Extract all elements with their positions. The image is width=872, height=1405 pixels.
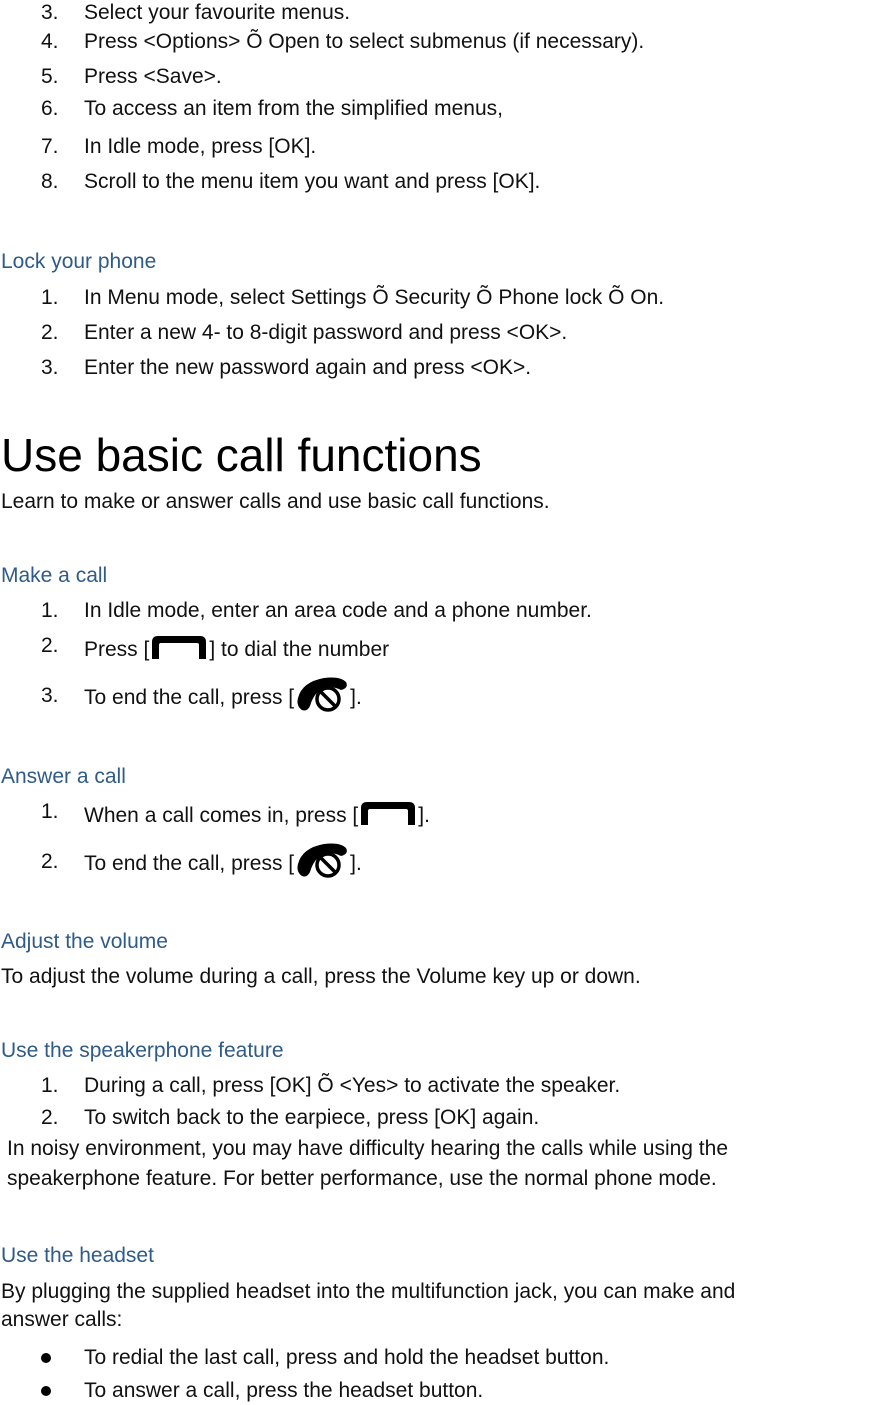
list-item: [84, 633, 389, 668]
list-item-text: ].: [350, 852, 362, 876]
note-line: speakerphone feature. For better performance, use the normal phone mode.: [7, 1167, 717, 1190]
list-number: 2.: [41, 850, 59, 873]
list-item: Select your favourite menus.: [84, 1, 351, 24]
list-number: 6.: [41, 97, 59, 120]
section-heading-lock: Lock your phone: [1, 250, 157, 273]
list-item-text: ].: [418, 804, 430, 828]
list-number: 1.: [41, 286, 59, 309]
page-title: Use basic call functions: [1, 429, 482, 481]
list-item: Enter the new password again and press <OK>.: [84, 356, 532, 379]
list-number: 7.: [41, 135, 59, 158]
list-number: 8.: [41, 170, 59, 193]
list-item-text: Press [: [84, 638, 150, 662]
list-number: 3.: [41, 1, 59, 24]
note-line: In noisy environment, you may have difficulty hearing the calls while using the: [7, 1137, 729, 1160]
section-heading-answer-call: Answer a call: [1, 765, 126, 788]
paragraph: By plugging the supplied headset into the multifunction jack, you can make and: [1, 1280, 736, 1303]
list-item-text: To end the call, press [: [84, 852, 295, 876]
list-item: [84, 799, 430, 834]
list-item-text: ] to dial the number: [209, 638, 390, 662]
bullet-icon: [41, 1386, 51, 1396]
list-number: 3.: [41, 356, 59, 379]
dial-key-icon: [149, 633, 209, 668]
paragraph: answer calls:: [1, 1308, 123, 1331]
list-item: Scroll to the menu item you want and press [OK].: [84, 170, 541, 193]
section-intro: Learn to make or answer calls and use basic call functions.: [1, 490, 550, 513]
dial-key-icon: [358, 799, 418, 834]
list-item: In Idle mode, enter an area code and a phone number.: [84, 599, 592, 622]
paragraph: To adjust the volume during a call, press the Volume key up or down.: [1, 965, 641, 988]
list-item: During a call, press [OK] Õ <Yes> to activate the speaker.: [84, 1074, 621, 1097]
list-item: Press <Save>.: [84, 65, 222, 88]
list-number: 2.: [41, 321, 59, 344]
list-number: 2.: [41, 634, 59, 657]
list-item-text: ].: [350, 686, 362, 710]
list-number: 1.: [41, 1074, 59, 1097]
list-item-text: To end the call, press [: [84, 686, 295, 710]
list-item: [84, 838, 362, 891]
section-heading-make-call: Make a call: [1, 564, 108, 587]
list-number: 2.: [41, 1106, 59, 1129]
list-item: To access an item from the simplified menus,: [84, 97, 503, 120]
end-call-key-icon: [294, 672, 350, 725]
end-call-key-icon: [294, 838, 350, 891]
bullet-item: To answer a call, press the headset button.: [84, 1379, 484, 1402]
list-number: 1.: [41, 599, 59, 622]
bullet-icon: [41, 1353, 51, 1363]
list-number: 5.: [41, 65, 59, 88]
bullet-item: To redial the last call, press and hold the headset button.: [84, 1346, 610, 1369]
list-item: Press <Options> Õ Open to select submenus (if necessary).: [84, 30, 645, 53]
list-item: In Menu mode, select Settings Õ Security Õ Phone lock Õ On.: [84, 286, 665, 309]
list-item: [84, 672, 362, 725]
list-item: In Idle mode, press [OK].: [84, 135, 317, 158]
list-number: 3.: [41, 684, 59, 707]
list-item: To switch back to the earpiece, press [OK] again.: [84, 1106, 540, 1129]
section-heading-volume: Adjust the volume: [1, 930, 168, 953]
section-heading-speakerphone: Use the speakerphone feature: [1, 1039, 284, 1062]
list-item-text: When a call comes in, press [: [84, 804, 359, 828]
list-item: Enter a new 4- to 8-digit password and press <OK>.: [84, 321, 568, 344]
list-number: 4.: [41, 30, 59, 53]
section-heading-headset: Use the headset: [1, 1244, 154, 1267]
list-number: 1.: [41, 800, 59, 823]
